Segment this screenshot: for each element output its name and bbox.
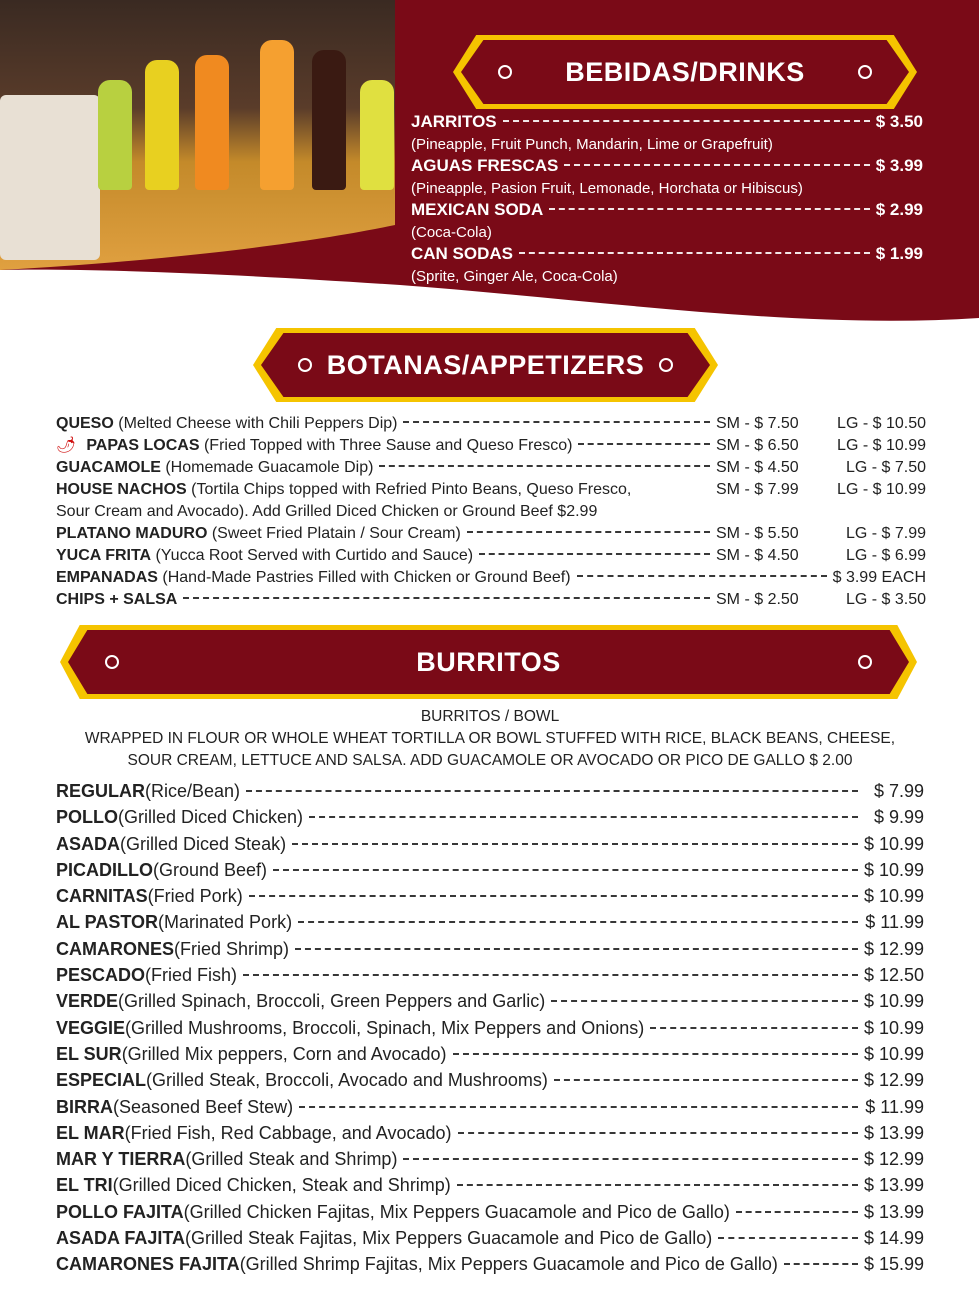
item-text: [56, 545, 473, 567]
item-price: $ 10.99: [863, 886, 924, 907]
item-text: [56, 523, 461, 545]
item-price-small: SM - $ 5.50: [716, 525, 799, 542]
dotted-leader: [292, 843, 858, 845]
bottle-image: [312, 50, 346, 190]
item-description: (Marinated Pork): [158, 912, 293, 933]
item-price: $ 10.99: [863, 1043, 924, 1064]
item-price-small: SM - $ 4.50: [716, 459, 799, 476]
item-price: $ 10.99: [863, 859, 924, 880]
item-name: VEGGIE: [56, 1017, 126, 1038]
item-name: EMPANADAS: [56, 569, 158, 586]
item-description: (Yucca Root Served with Curtido and Sauce): [151, 547, 474, 564]
appetizers-list: [56, 413, 926, 611]
dotted-leader: [183, 597, 710, 599]
item-name: ASADA: [56, 833, 121, 854]
menu-item: [56, 988, 924, 1014]
item-name: PESCADO: [56, 965, 146, 986]
item-price-large: LG - $ 10.99: [837, 437, 926, 454]
item-price-large: LG - $ 6.99: [845, 547, 926, 564]
item-text: [56, 479, 631, 501]
item-price: $ 13.99: [863, 1175, 924, 1196]
item-description: (Grilled Mushrooms, Broccoli, Spinach, Mix Peppers and Onions): [125, 1017, 645, 1038]
menu-item: [56, 1251, 924, 1277]
dotted-leader: [479, 553, 710, 555]
menu-item: [56, 909, 924, 935]
dotted-leader: [453, 1053, 858, 1055]
dotted-leader: [549, 208, 870, 210]
dotted-leader: [309, 816, 858, 818]
item-price: $ 15.99: [863, 1254, 924, 1275]
item-text: [56, 589, 177, 611]
dotted-leader: [578, 443, 710, 445]
menu-item: [56, 1146, 924, 1172]
item-description: (Rice/Bean): [145, 781, 241, 801]
menu-item: [56, 1172, 924, 1198]
bottle-image: [98, 80, 132, 190]
item-price: $ 9.99: [873, 807, 924, 828]
item-name: REGULAR: [56, 781, 145, 801]
dotted-leader: [503, 120, 870, 122]
item-price-large: LG - $ 10.50: [837, 415, 926, 432]
dotted-leader: [458, 1132, 858, 1134]
item-price-large: LG - $ 3.50: [845, 591, 926, 608]
item-description: (Seasoned Beef Stew): [113, 1096, 294, 1117]
item-description: (Fried Fish): [145, 965, 238, 986]
menu-item: [56, 883, 924, 909]
item-description: (Ground Beef): [153, 859, 268, 880]
item-price-large: LG - $ 7.99: [845, 525, 926, 542]
dotted-leader: [457, 1184, 858, 1186]
menu-item: [56, 1199, 924, 1225]
item-name: CAN SODAS: [411, 244, 514, 263]
dotted-leader: [403, 1158, 857, 1160]
menu-item: [56, 1067, 924, 1093]
item-name: CAMARONES FAJITA: [56, 1254, 240, 1275]
item-price: $ 2.99: [875, 200, 923, 219]
burritos-banner: [60, 625, 917, 699]
item-description: (Tortila Chips topped with Refried Pinto Beans, Queso Fresco,: [186, 481, 632, 498]
item-name: MAR Y TIERRA: [56, 1149, 186, 1170]
item-description: (Fried Pork): [147, 886, 243, 907]
item-price: $ 13.99: [863, 1122, 924, 1143]
item-description: (Grilled Diced Chicken, Steak and Shrimp): [112, 1175, 451, 1196]
dotted-leader: [519, 252, 870, 254]
item-name: HOUSE NACHOS: [56, 481, 187, 498]
menu-item: [56, 962, 924, 988]
item-description: (Grilled Spinach, Broccoli, Green Peppers and Garlic): [118, 991, 546, 1012]
item-description: (Melted Cheese with Chili Peppers Dip): [113, 415, 398, 432]
dotted-leader: [467, 531, 710, 533]
dotted-leader: [298, 921, 858, 923]
item-text: [56, 567, 571, 589]
item-price-small: SM - $ 7.50: [716, 415, 799, 432]
menu-item: [56, 1015, 924, 1041]
menu-item: [56, 523, 926, 545]
item-price: $ 10.99: [863, 833, 924, 854]
item-description: (Grilled Steak Fajitas, Mix Peppers Guacamole and Pico de Gallo): [185, 1228, 713, 1249]
item-price-small: SM - $ 2.50: [716, 591, 799, 608]
item-name: ASADA FAJITA: [56, 1228, 186, 1249]
item-name: QUESO: [56, 415, 114, 432]
item-price: $ 3.99 EACH: [832, 569, 926, 586]
dotted-leader: [299, 1106, 858, 1108]
item-name: PICADILLO: [56, 859, 153, 880]
item-description: (Fried Shrimp): [174, 938, 290, 959]
item-description: (Hand-Made Pastries Filled with Chicken or Ground Beef): [157, 569, 571, 586]
item-description: (Fried Topped with Three Sause and Queso Fresco): [199, 437, 573, 454]
menu-item: [56, 831, 924, 857]
item-price-small: SM - $ 6.50: [716, 437, 799, 454]
menu-item: [56, 1094, 924, 1120]
chili-pepper-icon: 🌶: [56, 437, 77, 454]
dotted-leader: [273, 869, 858, 871]
item-name: AL PASTOR: [56, 912, 159, 933]
item-description: (Sprite, Ginger Ale, Coca-Cola): [411, 268, 618, 285]
dotted-leader: [784, 1263, 858, 1265]
bottle-image: [195, 55, 229, 190]
item-description-continued: Sour Cream and Avocado). Add Grilled Diced Chicken or Ground Beef $2.99: [56, 503, 598, 520]
item-name: GUACAMOLE: [56, 459, 161, 476]
menu-item: [56, 1120, 924, 1146]
menu-item: [411, 156, 923, 178]
item-name: AGUAS FRESCAS: [411, 156, 559, 175]
item-description: (Coca-Cola): [411, 224, 492, 241]
menu-item: [411, 200, 923, 222]
dotted-leader: [249, 895, 858, 897]
item-name: CAMARONES: [56, 938, 175, 959]
item-price: $ 13.99: [863, 1201, 924, 1222]
section-title: BURRITOS: [416, 646, 561, 677]
item-description: (Grilled Steak, Broccoli, Avocado and Mushrooms): [146, 1070, 548, 1091]
menu-item: [56, 567, 926, 589]
menu-item: [411, 112, 923, 134]
item-description: (Sweet Fried Platain / Sour Cream): [207, 525, 461, 542]
dotted-leader: [403, 421, 710, 423]
menu-item: [56, 1225, 924, 1251]
dotted-leader: [577, 575, 827, 577]
burritos-description-block: [56, 706, 924, 772]
item-description: (Pineapple, Fruit Punch, Mandarin, Lime or Grapefruit): [411, 136, 773, 153]
item-name: POLLO FAJITA: [56, 1201, 184, 1222]
menu-item: [56, 589, 926, 611]
item-name: CHIPS + SALSA: [56, 591, 178, 608]
item-price: $ 12.99: [863, 938, 924, 959]
drinks-photo: [0, 0, 395, 270]
item-name: BIRRA: [56, 1096, 113, 1117]
item-price: $ 12.50: [863, 965, 924, 986]
item-description: (Pineapple, Pasion Fruit, Lemonade, Horchata or Hibiscus): [411, 180, 803, 197]
item-name: EL TRI: [56, 1175, 113, 1196]
item-name: MEXICAN SODA: [411, 200, 544, 219]
item-price: $ 3.50: [875, 112, 923, 131]
horchata-glass: [0, 95, 100, 260]
item-price: $ 14.99: [863, 1228, 924, 1249]
item-name: YUCA FRITA: [56, 547, 152, 564]
dotted-leader: [246, 790, 858, 792]
item-name: POLLO: [56, 807, 118, 828]
dotted-leader: [295, 948, 858, 950]
item-price: $ 10.99: [863, 1017, 924, 1038]
item-name: PAPAS LOCAS: [86, 437, 200, 454]
burritos-list: [56, 778, 924, 1278]
dotted-leader: [718, 1237, 858, 1239]
menu-item: [56, 413, 926, 435]
menu-item: [56, 479, 926, 501]
item-price: $ 10.99: [863, 991, 924, 1012]
section-title: BEBIDAS/DRINKS: [565, 56, 805, 87]
item-name: VERDE: [56, 991, 119, 1012]
item-name: PLATANO MADURO: [56, 525, 208, 542]
burritos-subtitle: BURRITOS / BOWL: [420, 708, 560, 725]
item-price: $ 11.99: [865, 912, 924, 933]
dotted-leader: [551, 1000, 858, 1002]
item-price-small: SM - $ 4.50: [716, 547, 799, 564]
item-text: [56, 413, 397, 435]
item-price-small: SM - $ 7.99: [716, 481, 799, 498]
item-price: $ 12.99: [863, 1149, 924, 1170]
item-price-large: LG - $ 7.50: [845, 459, 926, 476]
bottle-image: [360, 80, 394, 190]
bottle-image: [260, 40, 294, 190]
menu-item: [56, 857, 924, 883]
item-name: JARRITOS: [411, 112, 497, 131]
dotted-leader: [650, 1027, 858, 1029]
item-name: EL MAR: [56, 1122, 125, 1143]
drinks-banner: [453, 35, 917, 109]
item-name: CARNITAS: [56, 886, 148, 907]
item-description: (Grilled Diced Steak): [120, 833, 287, 854]
item-description: (Grilled Diced Chicken): [118, 807, 304, 828]
menu-item: [56, 545, 926, 567]
item-description: (Grilled Mix peppers, Corn and Avocado): [121, 1043, 447, 1064]
item-price: $ 1.99: [875, 244, 923, 263]
appetizers-banner: [253, 328, 718, 402]
dotted-leader: [564, 164, 869, 166]
item-description: (Fried Fish, Red Cabbage, and Avocado): [124, 1122, 452, 1143]
bottle-image: [145, 60, 179, 190]
dotted-leader: [243, 974, 858, 976]
item-text: [56, 435, 572, 457]
section-title: BOTANAS/APPETIZERS: [326, 349, 645, 380]
menu-item: [56, 435, 926, 457]
menu-item: [56, 1041, 924, 1067]
dotted-leader: [736, 1211, 858, 1213]
dotted-leader: [379, 465, 710, 467]
item-price: $ 3.99: [875, 156, 923, 175]
menu-item: [411, 244, 923, 266]
item-name: ESPECIAL: [56, 1070, 147, 1091]
item-description: (Homemade Guacamole Dip): [160, 459, 374, 476]
item-description: (Grilled Shrimp Fajitas, Mix Peppers Guacamole and Pico de Gallo): [239, 1254, 778, 1275]
item-price: $ 12.99: [863, 1070, 924, 1091]
item-price: $ 11.99: [865, 1096, 924, 1117]
menu-item: [56, 804, 924, 830]
menu-item: [56, 457, 926, 479]
item-text: [56, 457, 373, 479]
dotted-leader: [554, 1079, 858, 1081]
item-name: EL SUR: [56, 1043, 122, 1064]
menu-item: [56, 936, 924, 962]
burritos-description: WRAPPED IN FLOUR OR WHOLE WHEAT TORTILLA OR BOWL STUFFED WITH RICE, BLACK BEANS, CHEESE, SOUR CREAM, LETTUCE AND SALSA. ADD GUACAMOLE OR AVOCADO OR PICO DE GALLO $ 2.00: [84, 730, 896, 769]
item-description: (Grilled Steak and Shrimp): [185, 1149, 398, 1170]
item-price: $ 7.99: [873, 781, 924, 801]
item-price-large: LG - $ 10.99: [837, 481, 926, 498]
drinks-list: [411, 112, 923, 288]
item-description: (Grilled Chicken Fajitas, Mix Peppers Guacamole and Pico de Gallo): [183, 1201, 730, 1222]
menu-item: [56, 778, 924, 804]
